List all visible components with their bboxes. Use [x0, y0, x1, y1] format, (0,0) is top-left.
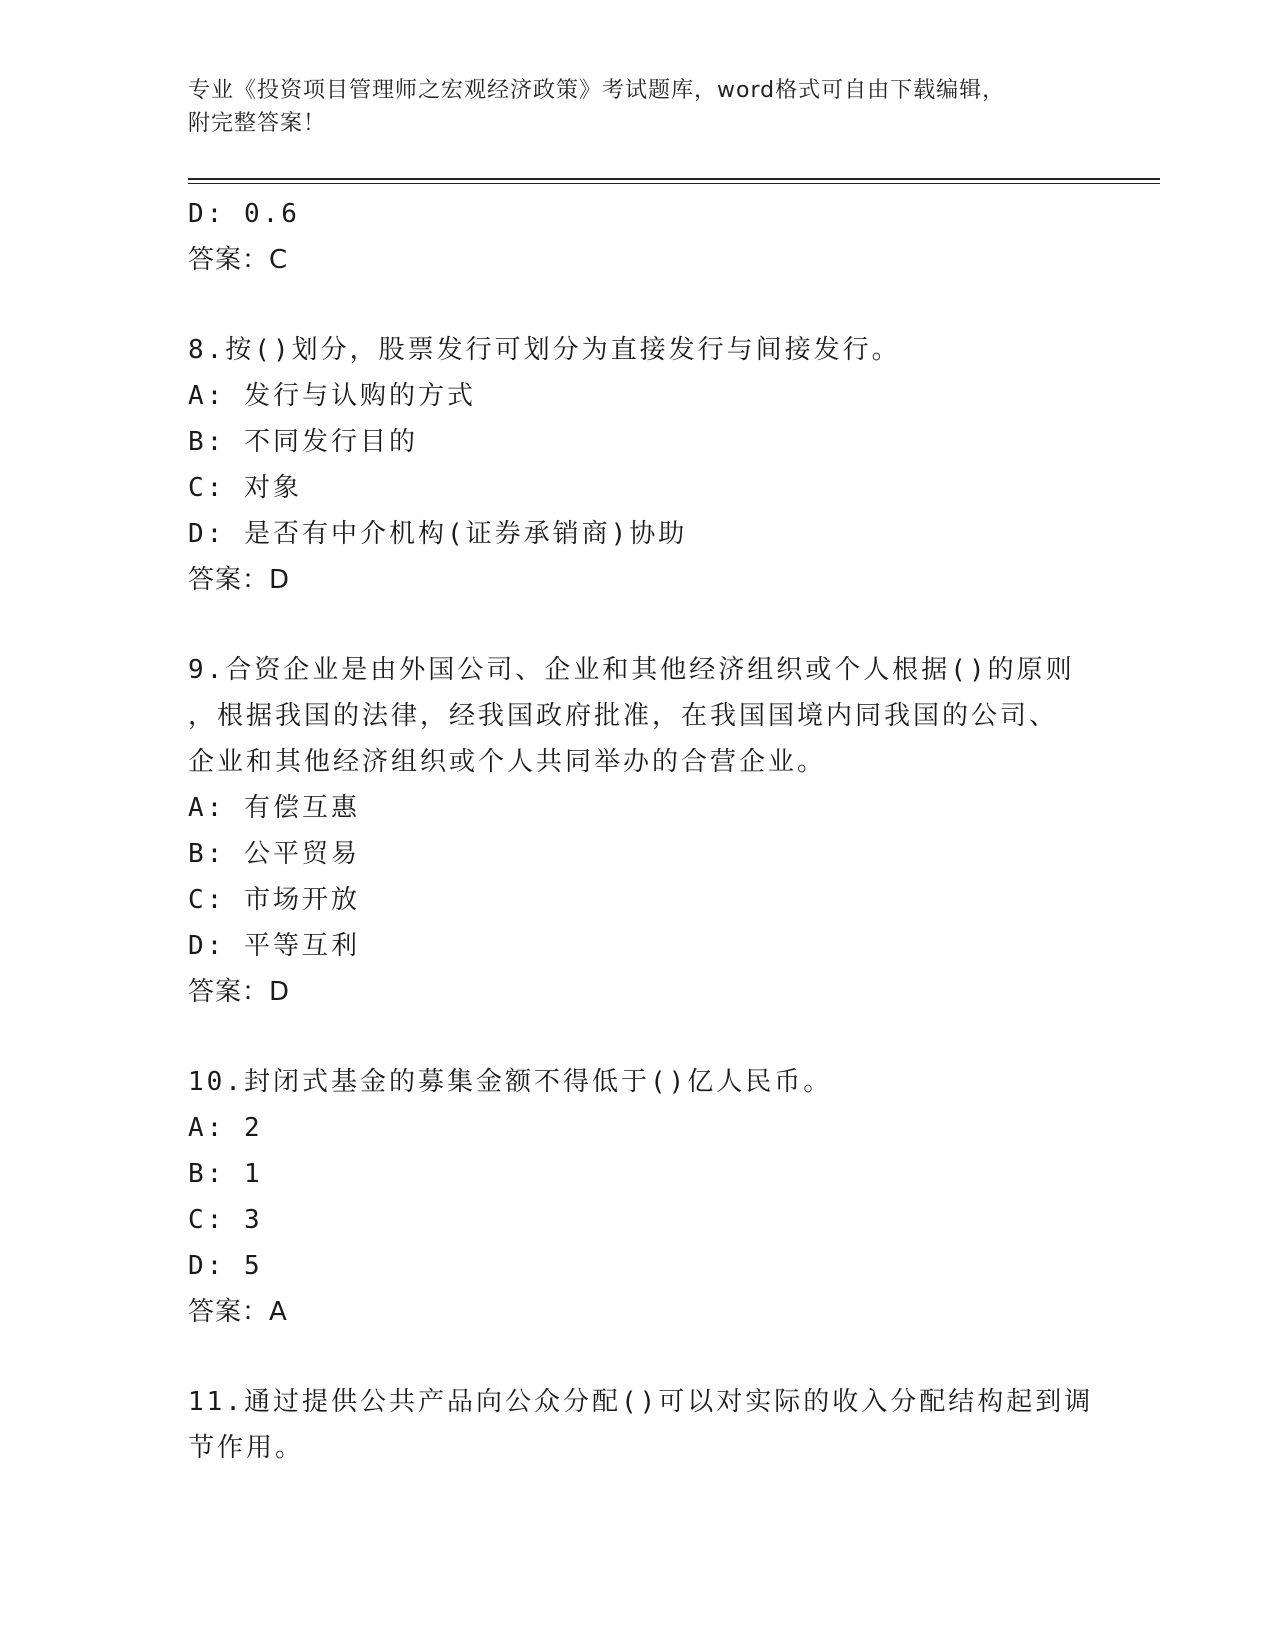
- prev-option-d: D: 0.6: [188, 199, 300, 229]
- option-d: D: 平等互利: [188, 931, 360, 961]
- document-header: [188, 74, 1088, 140]
- question-stem-line-1: 9.合资企业是由外国公司、企业和其他经济组织或个人根据()的原则: [188, 655, 1075, 685]
- option-c: C: 市场开放: [188, 885, 360, 915]
- header-line-1: 专业《投资项目管理师之宏观经济政策》考试题库，word格式可自由下载编辑，: [188, 78, 1006, 103]
- question-9: [188, 647, 1118, 1015]
- prev-answer: 答案：C: [188, 245, 289, 275]
- spacer: [188, 603, 1118, 647]
- option-c: C: 对象: [188, 473, 302, 503]
- question-stem: 10.封闭式基金的募集金额不得低于()亿人民币。: [188, 1067, 833, 1097]
- question-stem: 8.按()划分，股票发行可划分为直接发行与间接发行。: [188, 335, 901, 365]
- question-stem-line-2: ，根据我国的法律，经我国政府批准，在我国国境内同我国的公司、: [188, 701, 1059, 731]
- header-line-2: 附完整答案！: [188, 111, 327, 136]
- option-a: A: 发行与认购的方式: [188, 381, 476, 411]
- question-stem-line-1: 11.通过提供公共产品向公众分配()可以对实际的收入分配结构起到调: [188, 1387, 1094, 1417]
- option-c: C: 3: [188, 1205, 263, 1235]
- question-list: [188, 191, 1118, 1471]
- option-b: B: 1: [188, 1159, 263, 1189]
- option-d: D: 5: [188, 1251, 263, 1281]
- header-divider-thick: [188, 178, 1160, 180]
- answer-label: 答案：D: [188, 565, 291, 595]
- question-10: [188, 1059, 1118, 1335]
- option-d: D: 是否有中介机构(证券承销商)协助: [188, 519, 688, 549]
- question-8: [188, 327, 1118, 603]
- option-a: A: 有偿互惠: [188, 793, 360, 823]
- question-stem-line-3: 企业和其他经济组织或个人共同举办的合营企业。: [188, 747, 827, 777]
- spacer: [188, 1335, 1118, 1379]
- question-11: [188, 1379, 1118, 1471]
- question-stem-line-2: 节作用。: [188, 1433, 305, 1463]
- option-b: B: 公平贸易: [188, 839, 360, 869]
- spacer: [188, 283, 1118, 327]
- header-divider-thin: [188, 183, 1160, 184]
- answer-label: 答案：D: [188, 977, 291, 1007]
- spacer: [188, 1015, 1118, 1059]
- answer-label: 答案：A: [188, 1297, 288, 1327]
- option-a: A: 2: [188, 1113, 263, 1143]
- option-b: B: 不同发行目的: [188, 427, 418, 457]
